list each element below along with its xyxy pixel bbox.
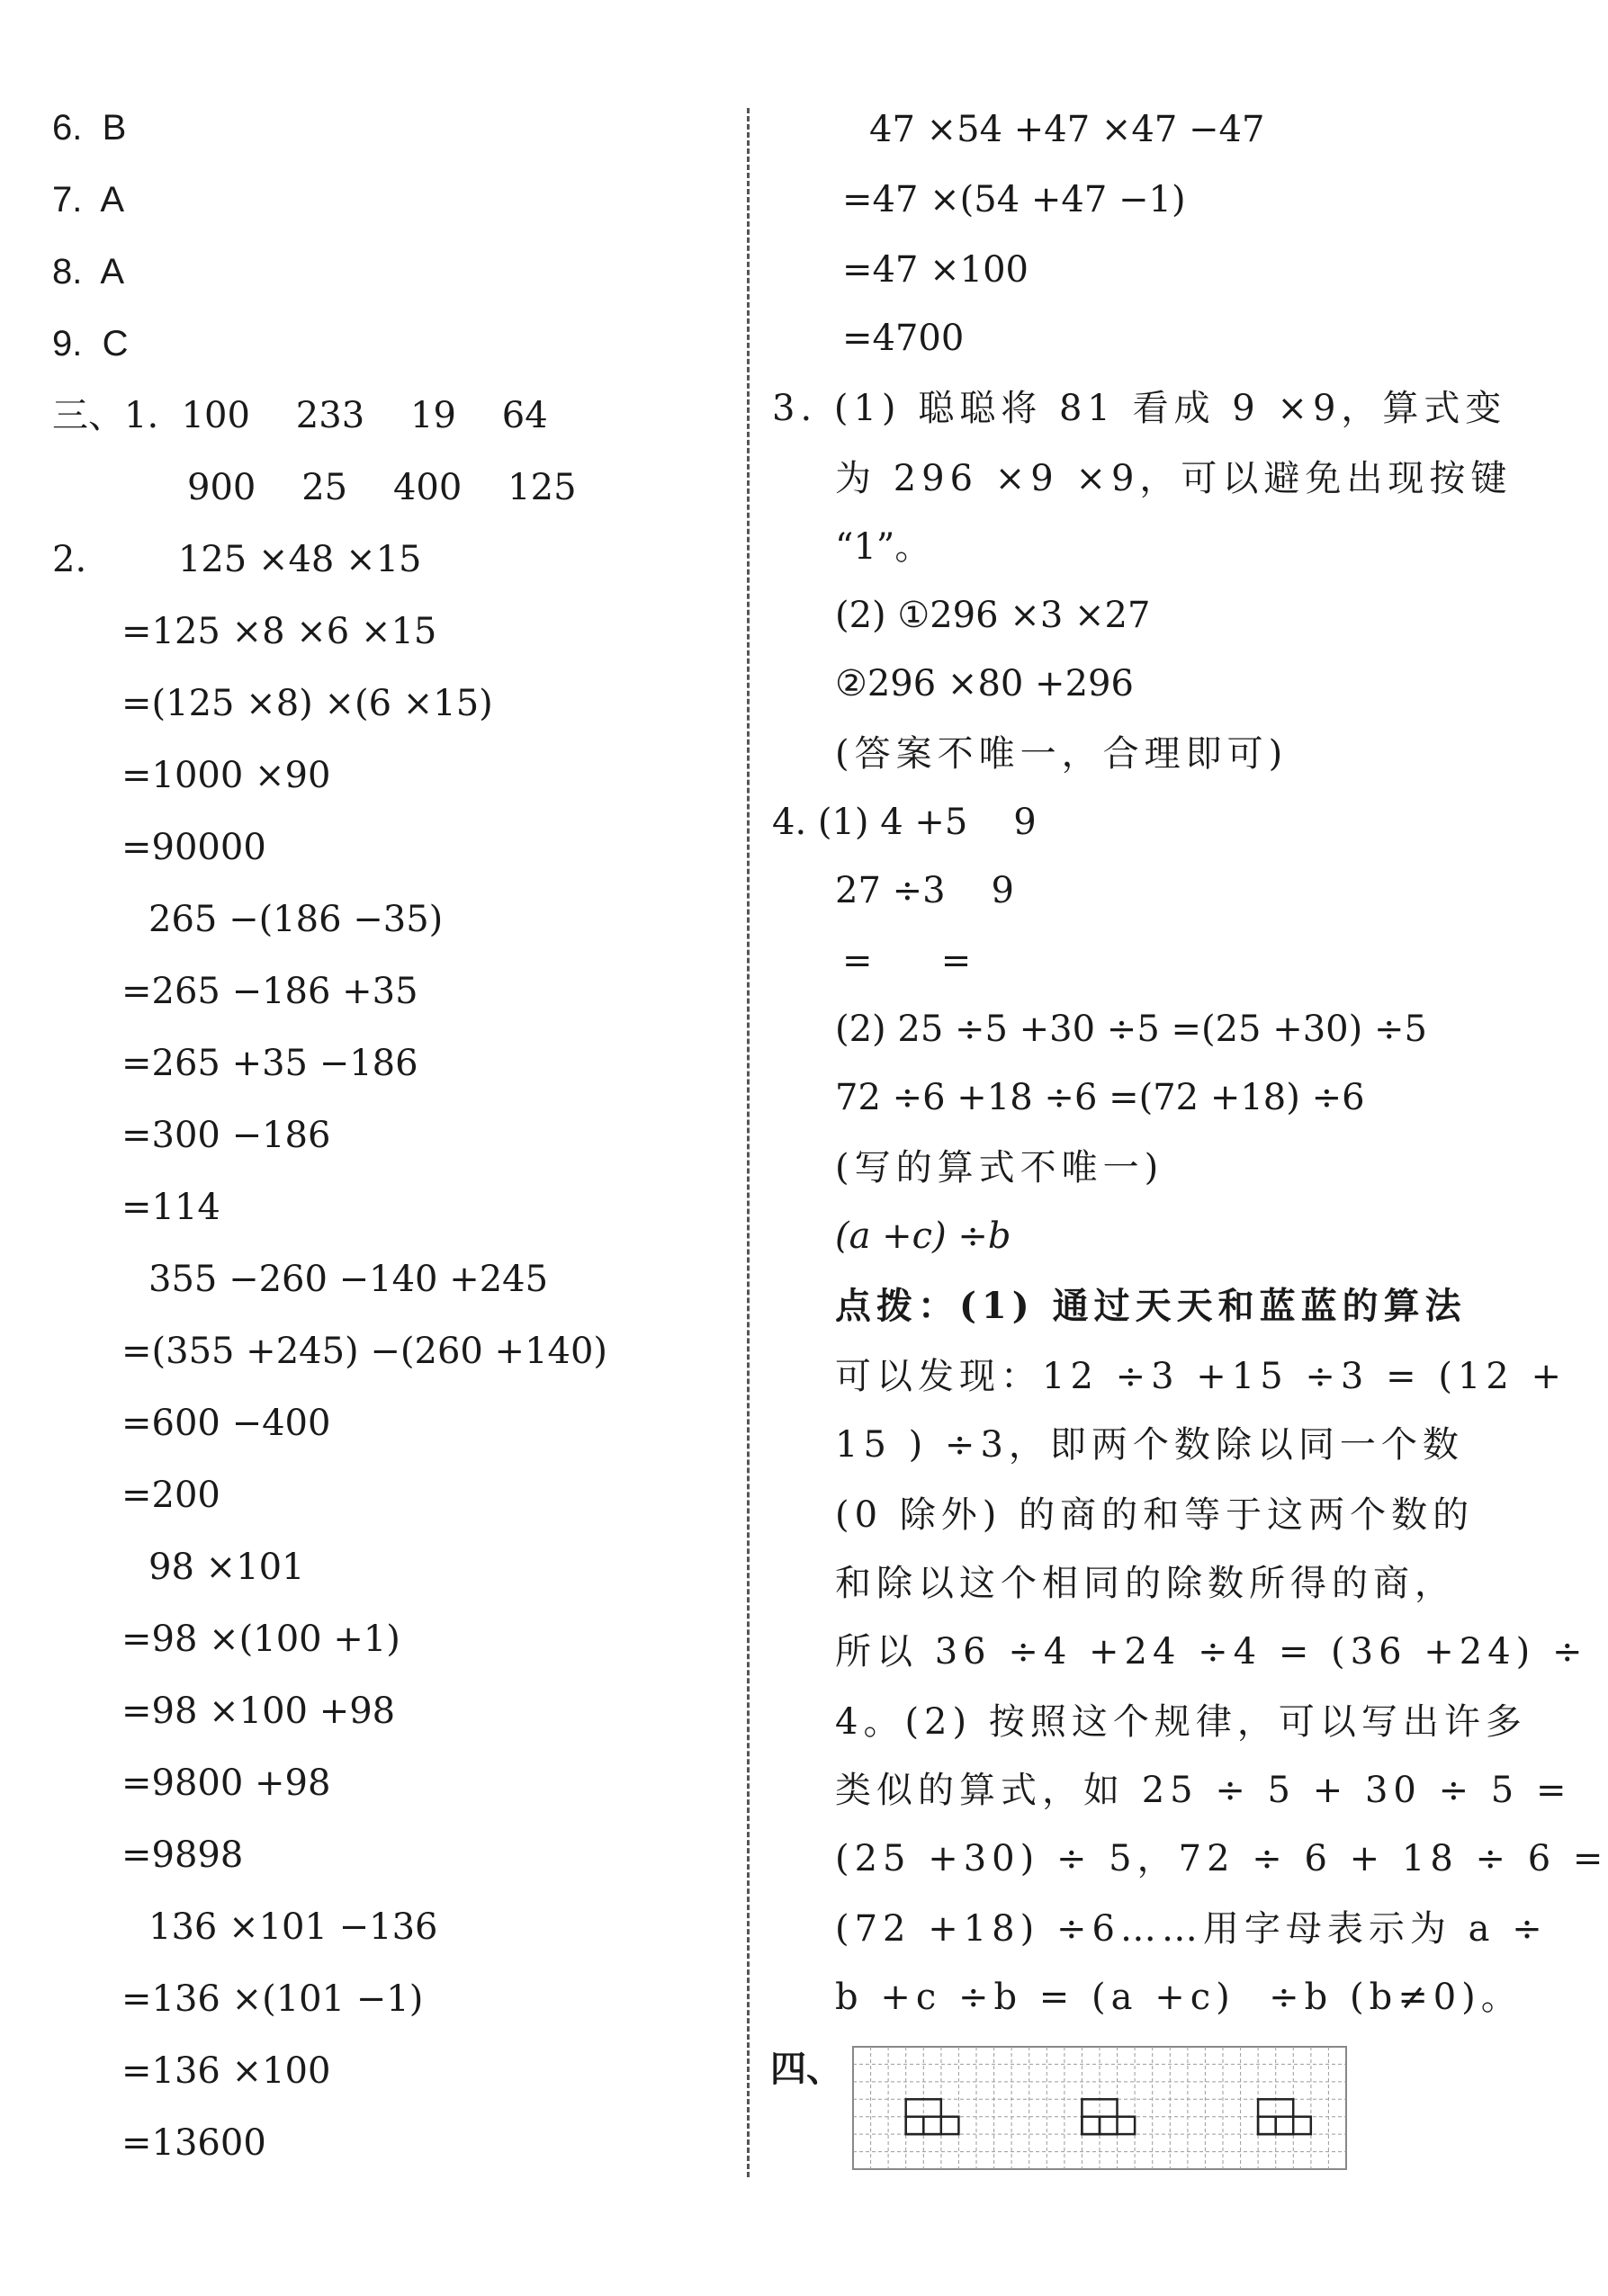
q2-expr3: 355 −260 −140 +245 bbox=[148, 1259, 549, 1300]
q2-step: =47 ×100 bbox=[842, 249, 1029, 291]
q2-step: =114 bbox=[121, 1187, 220, 1228]
q4-formula: (a +c) ÷b bbox=[835, 1215, 1011, 1257]
q4-hint: 可以发现：12 ÷3 +15 ÷3 = (12 + bbox=[835, 1356, 1568, 1397]
q4-hint: 所以 36 ÷4 +24 ÷4 = (36 +24) ÷ bbox=[835, 1631, 1588, 1673]
q2-step: =4700 bbox=[842, 318, 965, 359]
q2-step: =200 bbox=[121, 1475, 220, 1516]
q4-hint: 点拨：(1) 通过天天和蓝蓝的算法 bbox=[835, 1285, 1467, 1327]
q2-step: =47 ×(54 +47 −1) bbox=[842, 179, 1186, 220]
q4-part1: 4. (1) 4 +5 9 bbox=[772, 802, 1037, 843]
grid-figure bbox=[853, 2047, 1346, 2169]
q2-step: =300 −186 bbox=[121, 1115, 331, 1156]
q4-hint: (25 +30) ÷ 5，72 ÷ 6 + 18 ÷ 6 = bbox=[835, 1838, 1608, 1879]
q2-step: =98 ×(100 +1) bbox=[121, 1619, 400, 1660]
q4-part2: 72 ÷6 +18 ÷6 =(72 +18) ÷6 bbox=[835, 1077, 1365, 1118]
q2-step: =1000 ×90 bbox=[121, 755, 331, 796]
q4-note: (写的算式不唯一) bbox=[835, 1147, 1164, 1188]
q3-text: “1”。 bbox=[835, 526, 931, 568]
q2-expr1: 2. 125 ×48 ×15 bbox=[52, 539, 422, 580]
q2-step: =(125 ×8) ×(6 ×15) bbox=[121, 683, 493, 724]
q3-text: 3. (1) 聪聪将 81 看成 9 ×9，算式变 bbox=[772, 388, 1507, 429]
q4-hint: 和除以这个相同的除数所得的商， bbox=[835, 1563, 1456, 1604]
q3-part2: (2) ①296 ×3 ×27 bbox=[835, 595, 1151, 636]
q2-expr6: 47 ×54 +47 ×47 −47 bbox=[869, 109, 1265, 150]
answer-8: 8. A bbox=[52, 252, 125, 291]
q2-step: =600 −400 bbox=[121, 1403, 331, 1444]
q4-part1: 27 ÷3 9 bbox=[835, 870, 1014, 911]
q2-step: =136 ×100 bbox=[121, 2050, 331, 2092]
q2-step: =136 ×(101 −1) bbox=[121, 1978, 424, 2020]
q3-note: (答案不唯一，合理即可) bbox=[835, 733, 1289, 775]
q4-hint: (72 +18) ÷6……用字母表示为 a ÷ bbox=[835, 1908, 1548, 1950]
q4-hint: (0 除外) 的商的和等于这两个数的 bbox=[835, 1494, 1475, 1536]
q4-hint: 4。(2) 按照这个规律，可以写出许多 bbox=[835, 1701, 1527, 1743]
q2-step: =265 +35 −186 bbox=[121, 1043, 418, 1084]
q2-expr4: 98 ×101 bbox=[148, 1547, 305, 1588]
q4-hint: 15 ) ÷3，即两个数除以同一个数 bbox=[835, 1424, 1464, 1466]
q2-step: =13600 bbox=[121, 2122, 266, 2164]
section-4-label: 四、 bbox=[770, 2048, 842, 2090]
q2-step: =9898 bbox=[121, 1834, 244, 1876]
q2-step: =90000 bbox=[121, 827, 266, 868]
answer-7: 7. A bbox=[52, 180, 125, 220]
section-3-q1-row2: 900 25 400 125 bbox=[187, 467, 577, 508]
q2-step: =125 ×8 ×6 ×15 bbox=[121, 611, 437, 652]
q4-hint: 类似的算式，如 25 ÷ 5 + 30 ÷ 5 = bbox=[835, 1770, 1572, 1811]
q4-hint: b +c ÷b = (a +c) ÷b (b≠0)。 bbox=[835, 1977, 1523, 2018]
answer-6: 6. B bbox=[52, 108, 127, 148]
q2-step: =265 −186 +35 bbox=[121, 971, 418, 1012]
q2-step: =(355 +245) −(260 +140) bbox=[121, 1331, 608, 1372]
q2-expr2: 265 −(186 −35) bbox=[148, 899, 444, 940]
answer-9: 9. C bbox=[52, 324, 129, 363]
q2-step: =98 ×100 +98 bbox=[121, 1691, 396, 1732]
q2-step: =9800 +98 bbox=[121, 1762, 331, 1804]
q4-part2: (2) 25 ÷5 +30 ÷5 =(25 +30) ÷5 bbox=[835, 1009, 1427, 1050]
q2-expr5: 136 ×101 −136 bbox=[148, 1906, 438, 1948]
column-divider bbox=[747, 108, 750, 2177]
q3-part2: ②296 ×80 +296 bbox=[835, 663, 1134, 704]
section-3-q1-row1: 三、1. 100 233 19 64 bbox=[52, 395, 548, 436]
q3-text: 为 296 ×9 ×9，可以避免出现按键 bbox=[835, 458, 1513, 499]
grid-drawing bbox=[853, 2047, 1346, 2169]
q4-part1: = = bbox=[842, 940, 972, 982]
